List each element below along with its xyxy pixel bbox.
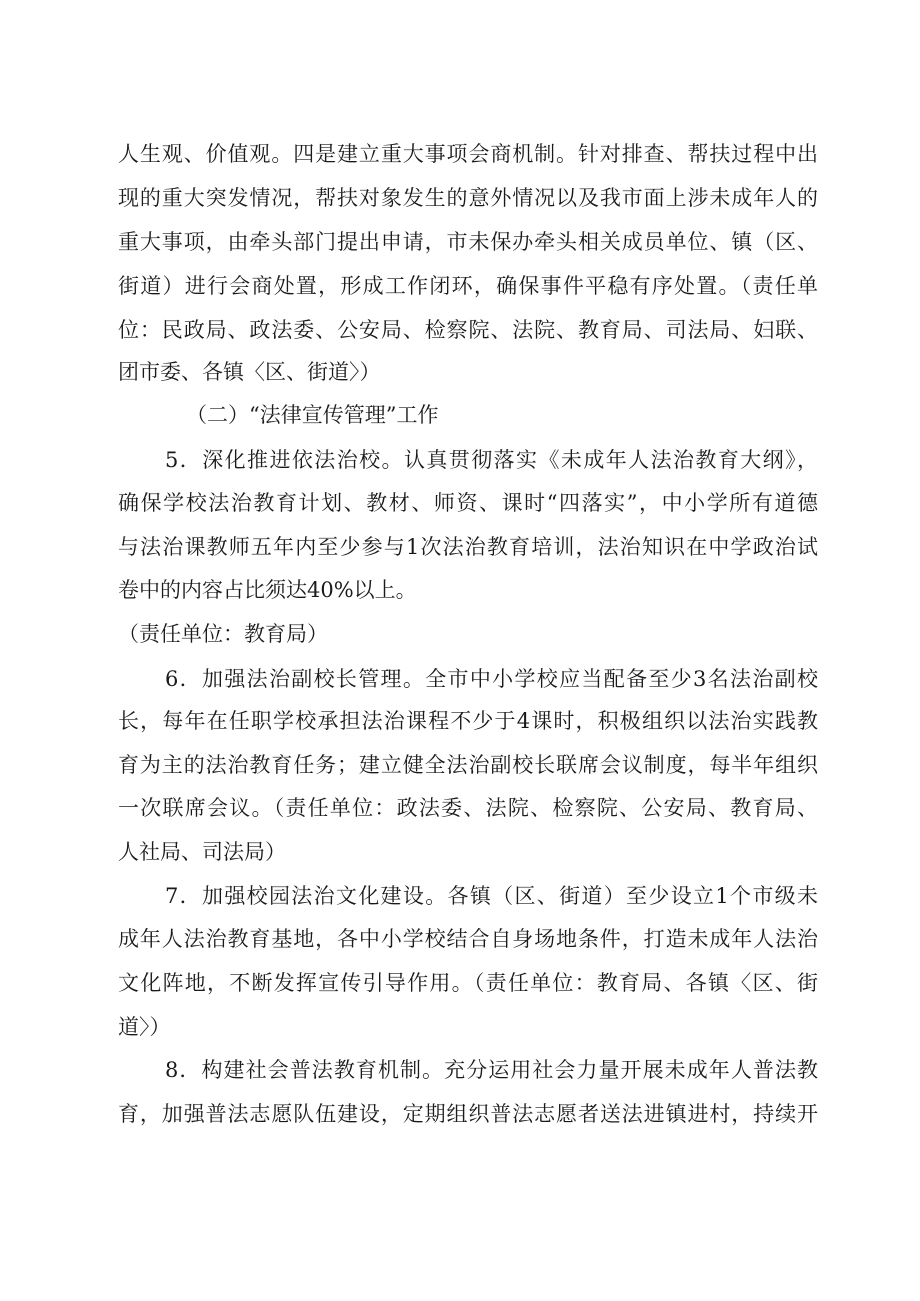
paragraph-line: 育，加强普法志愿队伍建设，定期组织普法志愿者送法进镇进村，持续开 (118, 1102, 818, 1126)
paragraph-line: 5．深化推进依法治校。认真贯彻落实《未成年人法治教育大纲》， (165, 448, 818, 472)
paragraph-line: 人社局、司法局） (118, 840, 286, 864)
paragraph-line: 成年人法治教育基地，各中小学校结合自身场地条件，打造未成年人法治 (118, 927, 818, 951)
paragraph-line: 街道）进行会商处置，形成工作闭环，确保事件平稳有序处置。（责任单 (118, 274, 818, 298)
paragraph-line: 6．加强法治副校长管理。全市中小学校应当配备至少3名法治副校 (165, 667, 818, 691)
paragraph-line: 长，每年在任职学校承担法治课程不少于4课时，积极组织以法治实践教 (118, 709, 818, 733)
paragraph-line: 8．构建社会普法教育机制。充分运用社会力量开展未成年人普法教 (165, 1058, 818, 1082)
paragraph-line: 确保学校法治教育计划、教材、师资、课时“四落实”，中小学所有道德 (118, 491, 818, 515)
paragraph-line: 卷中的内容占比须达40%以上。 (118, 578, 417, 602)
responsibility-note: （责任单位：教育局） (118, 622, 328, 646)
paragraph-line: 文化阵地，不断发挥宣传引导作用。（责任单位：教育局、各镇〈区、街 (118, 971, 818, 995)
paragraph-line: 育为主的法治教育任务；建立健全法治副校长联席会议制度，每半年组织 (118, 753, 818, 777)
paragraph-line: 位：民政局、政法委、公安局、检察院、法院、教育局、司法局、妇联、 (118, 318, 818, 342)
paragraph-line: 现的重大突发情况，帮扶对象发生的意外情况以及我市面上涉未成年人的 (118, 186, 818, 210)
paragraph-line: 团市委、各镇〈区、街道〉） (118, 360, 381, 384)
paragraph-line: 7．加强校园法治文化建设。各镇（区、街道）至少设立1个市级未 (165, 884, 818, 908)
paragraph-line: 与法治课教师五年内至少参与1次法治教育培训，法治知识在中学政治试 (118, 535, 818, 559)
paragraph-line: 重大事项，由牵头部门提出申请，市未保办牵头相关成员单位、镇（区、 (118, 230, 818, 254)
paragraph-line: 人生观、价值观。四是建立重大事项会商机制。针对排查、帮扶过程中出 (118, 142, 818, 166)
paragraph-line: 一次联席会议。（责任单位：政法委、法院、检察院、公安局、教育局、 (118, 796, 818, 820)
section-heading: （二）“法律宣传管理”工作 (186, 403, 439, 427)
paragraph-line: 道〉） (118, 1015, 171, 1039)
